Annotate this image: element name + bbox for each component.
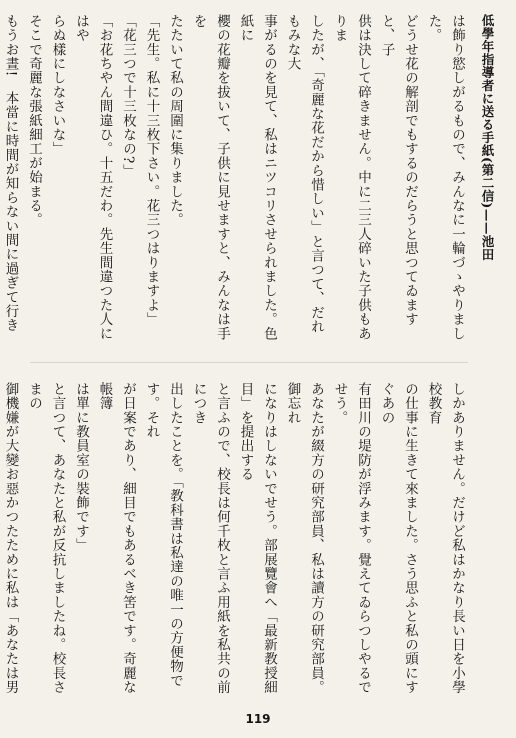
text-line: 有田川の堤防が浮みます。覺えてゐらつしやるでせう。 [331,382,371,695]
text-line: 出したことを。「教科書は私達の唯一の方便物です。それ [143,382,183,688]
page-number: 119 [245,712,271,726]
text-line: 事がるのを見て、私はニツコリさせられました。色紙に [237,14,277,341]
text-block-top [2,14,468,344]
text-line: の仕事に生きて來ました。さう思ふと私の頭にすぐあの [378,382,418,695]
text-line: 供は決して碎きません。中に二三人碎いた子供もありま [331,14,371,341]
text-line: 「花三つで十三枚なの?」 [120,14,136,179]
text-line: が日案であり、細目でもあるべき筈です。奇麗な帳簿 [96,382,136,695]
text-line: は飾り慾しがるもので、みんなに一輪づゝやりました。 [425,14,465,341]
text-line: 櫻の花瓣を拔いて、子供に見せますと、みんなは手を [190,14,230,341]
text-block-bottom [2,382,468,704]
text-line: あなたが綴方の研究部員、私は讀方の研究部員。御忘れ [284,382,324,695]
text-line: もうお晝! 本當に時間が知らない間に過ぎて行き [2,14,19,333]
text-line: 御機嫌が大變お惡かつたために私は「あなたは男 [2,382,19,695]
text-line: しかありません。だけど私はかなり長い日を小學校教育 [425,382,465,695]
text-line: は單に教員室の裝飾です」 [73,382,89,553]
running-header: 低學年指導者に送る手紙(第二信)——池田 [480,14,495,261]
text-line: になりはしないでせう。部展覽會へ「最新教授細目」を提出する [237,382,277,695]
text-line: どうせ花の解剖でもするのだらうと思つてゐますと、子 [378,14,418,327]
text-line: 「先生。私に十三枚下さい。花三つはりますよ」 [143,14,160,327]
text-line: と言つて、あなたと私が反抗しましたね。校長さまの [26,382,66,695]
tier-divider [30,362,468,363]
text-line: らぬ樣にしなさいな」 [49,14,66,156]
text-line: たたいて私の周圍に集りました。 [167,14,183,227]
text-line: そこで奇麗な張紙細工が始まる。 [26,14,42,227]
text-line: と言ふので、校長は何千枚と言ふ用紙を私共の前につき [190,382,230,695]
text-line: したが、「奇麗な花だから惜しい」と言つて、だれもみな大 [284,14,324,334]
text-line: 「お花ちやん間違ひ。十五だわ。先生間違つた人にはや [73,14,113,341]
